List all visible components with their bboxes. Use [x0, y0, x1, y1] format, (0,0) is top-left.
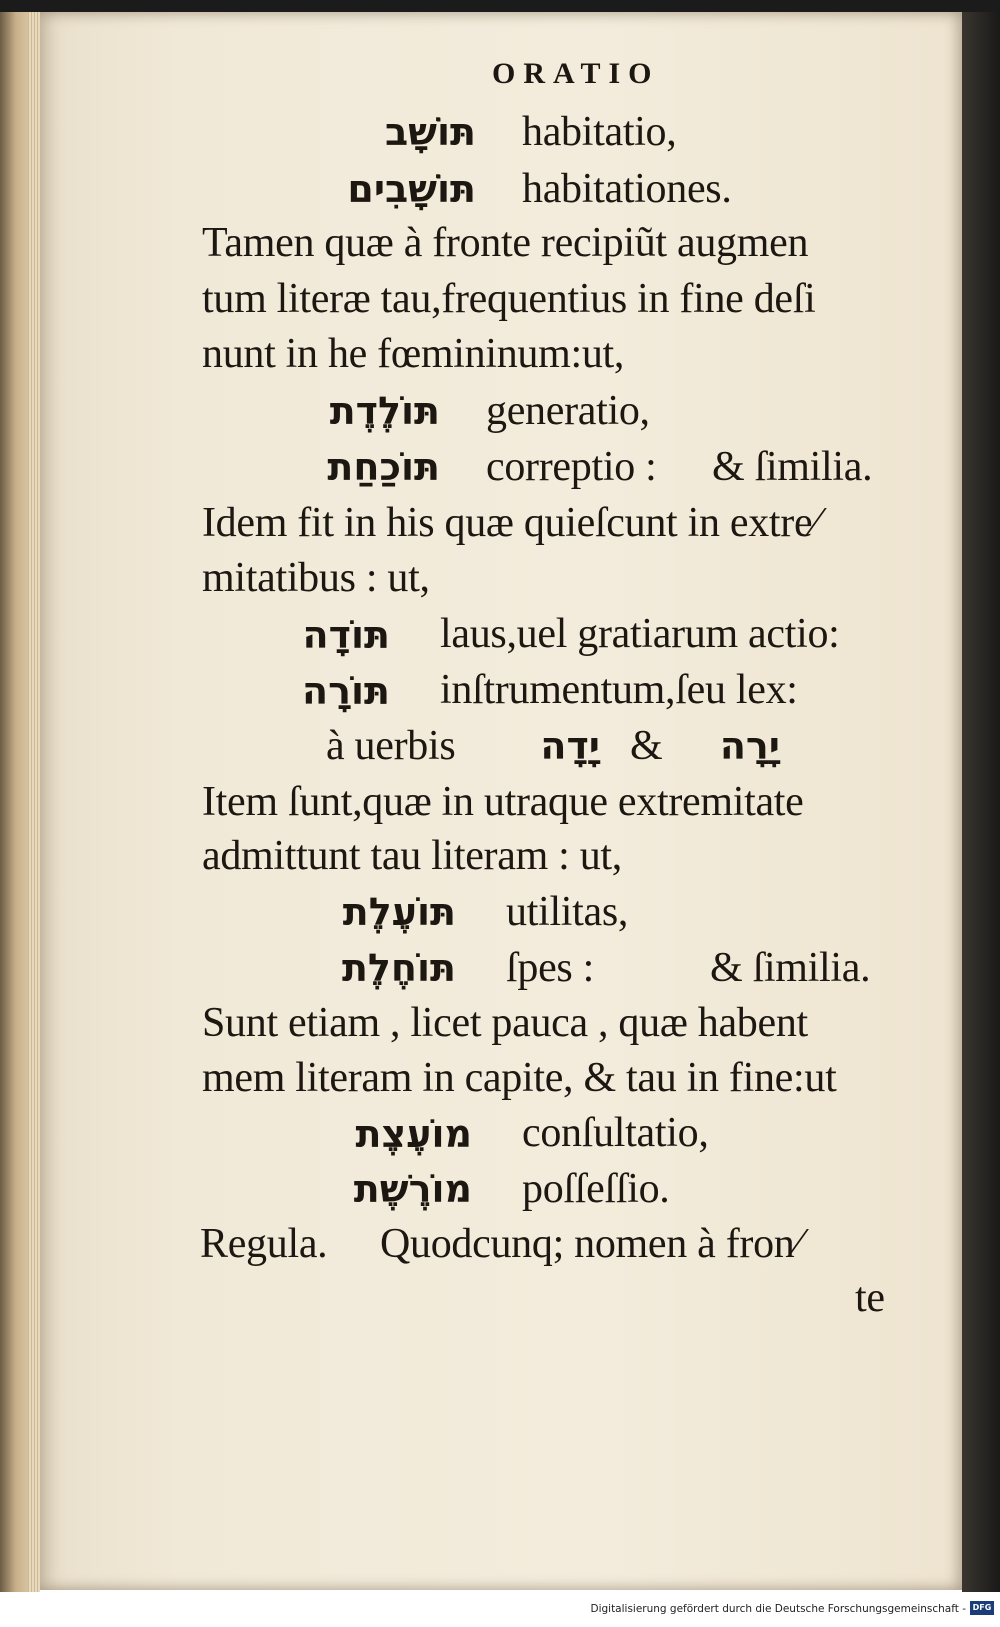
text-line: Quodcunq; nomen à fron⁄	[380, 1221, 802, 1267]
latin-gloss: conſultatio,	[522, 1110, 709, 1156]
text-line: tum literæ tau,frequentius in fine deſi	[202, 276, 816, 322]
hebrew-word: יָרָה	[719, 724, 780, 768]
hebrew-word: תּוֹלֶדֶת	[329, 389, 440, 433]
text-line: mitatibus : ut,	[202, 555, 430, 601]
latin-gloss: habitatio,	[522, 109, 677, 155]
latin-gloss: generatio,	[486, 388, 650, 434]
latin-tail: & ſimilia.	[712, 444, 873, 490]
text-line: Idem fit in his quæ quieſcunt in extre⁄	[202, 500, 820, 546]
text-line: admittunt tau literam : ut,	[202, 833, 622, 879]
scanner-top-border	[0, 0, 1000, 12]
right-shadow	[962, 12, 1000, 1592]
text-line: Item ſunt,quæ in utraque extremitate	[202, 779, 804, 825]
hebrew-word: תּוֹכַחַת	[327, 445, 440, 489]
text-line: nunt in he fœmininum:ut,	[202, 331, 625, 377]
hebrew-word: תּוֹרָה	[302, 669, 390, 713]
hebrew-word: מוֹעֶצֶת	[355, 1112, 472, 1156]
hebrew-word: מוֹרֶשֶׁת	[353, 1167, 472, 1211]
latin-gloss: habitationes.	[522, 166, 732, 212]
dfg-logo: DFG	[970, 1601, 994, 1615]
ampersand: &	[630, 723, 663, 769]
running-title: ORATIO	[492, 57, 660, 90]
rule-label: Regula.	[200, 1221, 328, 1267]
latin-lead: à uerbis	[326, 723, 456, 769]
hebrew-word: תּוֹשָׁב	[385, 110, 476, 154]
hebrew-word: תּוֹעֶלֶת	[342, 890, 456, 934]
hebrew-word: תּוֹחֶלֶת	[341, 946, 456, 990]
latin-gloss: poſſeſſio.	[522, 1166, 670, 1212]
hebrew-word: יָדָה	[540, 724, 600, 768]
footer-bar	[0, 1592, 1000, 1627]
funding-credit: Digitalisierung gefördert durch die Deutsche Forschungsgemeinschaft -	[590, 1603, 966, 1615]
hebrew-word: תּוֹדָה	[302, 613, 390, 657]
catchword: te	[855, 1275, 885, 1321]
latin-gloss: ſpes :	[506, 945, 595, 991]
hebrew-word: תּוֹשָׁבִים	[347, 167, 476, 211]
text-line: Sunt etiam , licet pauca , quæ habent	[202, 1000, 808, 1046]
book-page	[40, 12, 962, 1590]
latin-gloss: laus,uel gratiarum actio:	[440, 611, 840, 657]
text-line: Tamen quæ à fronte recipiũt augmen	[202, 220, 809, 266]
latin-gloss: correptio :	[486, 444, 657, 490]
latin-gloss: utilitas,	[506, 889, 629, 935]
latin-tail: & ſimilia.	[710, 945, 871, 991]
text-line: mem literam in capite, & tau in fine:ut	[202, 1055, 837, 1101]
latin-gloss: inſtrumentum,ſeu lex:	[440, 667, 798, 713]
page-stack-edges	[28, 12, 40, 1592]
